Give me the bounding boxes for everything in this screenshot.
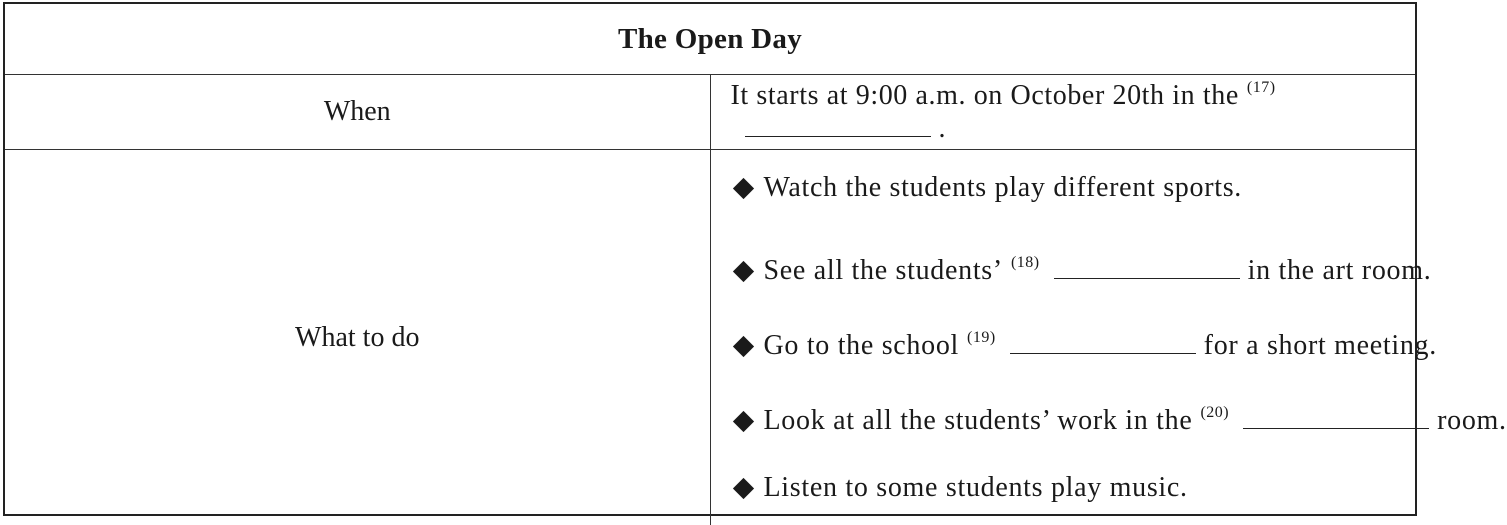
activity-item <box>731 450 1416 525</box>
answer-blank-20[interactable] <box>1243 404 1429 429</box>
blank-number-18: (18) <box>1011 254 1040 271</box>
activity-text: Look at all the students’ work in the <box>764 405 1193 436</box>
activity-text-after: room. <box>1437 405 1507 436</box>
diamond-bullet-icon <box>732 335 753 356</box>
activity-text: Watch the students play different sports. <box>764 172 1243 203</box>
activity-item <box>731 150 1416 225</box>
activity-item <box>731 375 1416 450</box>
table-title: The Open Day <box>5 4 1415 75</box>
diamond-bullet-icon <box>732 260 753 281</box>
activity-text: Listen to some students play music. <box>764 472 1188 503</box>
answer-blank-17[interactable] <box>745 112 931 137</box>
open-day-table <box>5 4 1415 525</box>
when-content <box>710 75 1415 150</box>
when-text: It starts at 9:00 a.m. on October 20th in the <box>731 80 1239 111</box>
answer-blank-18[interactable] <box>1054 254 1240 279</box>
activity-text-after: in the art room. <box>1248 255 1432 286</box>
when-period: . <box>939 113 946 144</box>
answer-blank-19[interactable] <box>1010 329 1196 354</box>
activity-text: Go to the school <box>764 330 960 361</box>
blank-number-17: (17) <box>1247 79 1276 96</box>
diamond-bullet-icon <box>732 410 753 431</box>
when-label: When <box>5 75 710 150</box>
open-day-table-frame <box>3 2 1417 516</box>
activity-item <box>731 300 1416 375</box>
diamond-bullet-icon <box>732 177 753 198</box>
what-to-do-label: What to do <box>5 150 710 525</box>
activity-item <box>731 225 1416 300</box>
activity-list <box>731 150 1416 525</box>
activity-text: See all the students’ <box>764 255 1003 286</box>
blank-number-19: (19) <box>967 329 996 346</box>
activity-text-after: for a short meeting. <box>1204 330 1437 361</box>
what-to-do-content <box>710 150 1415 525</box>
title-row <box>5 4 1415 75</box>
when-row <box>5 75 1415 150</box>
blank-number-20: (20) <box>1200 404 1229 421</box>
what-to-do-row <box>5 150 1415 525</box>
diamond-bullet-icon <box>732 477 753 498</box>
